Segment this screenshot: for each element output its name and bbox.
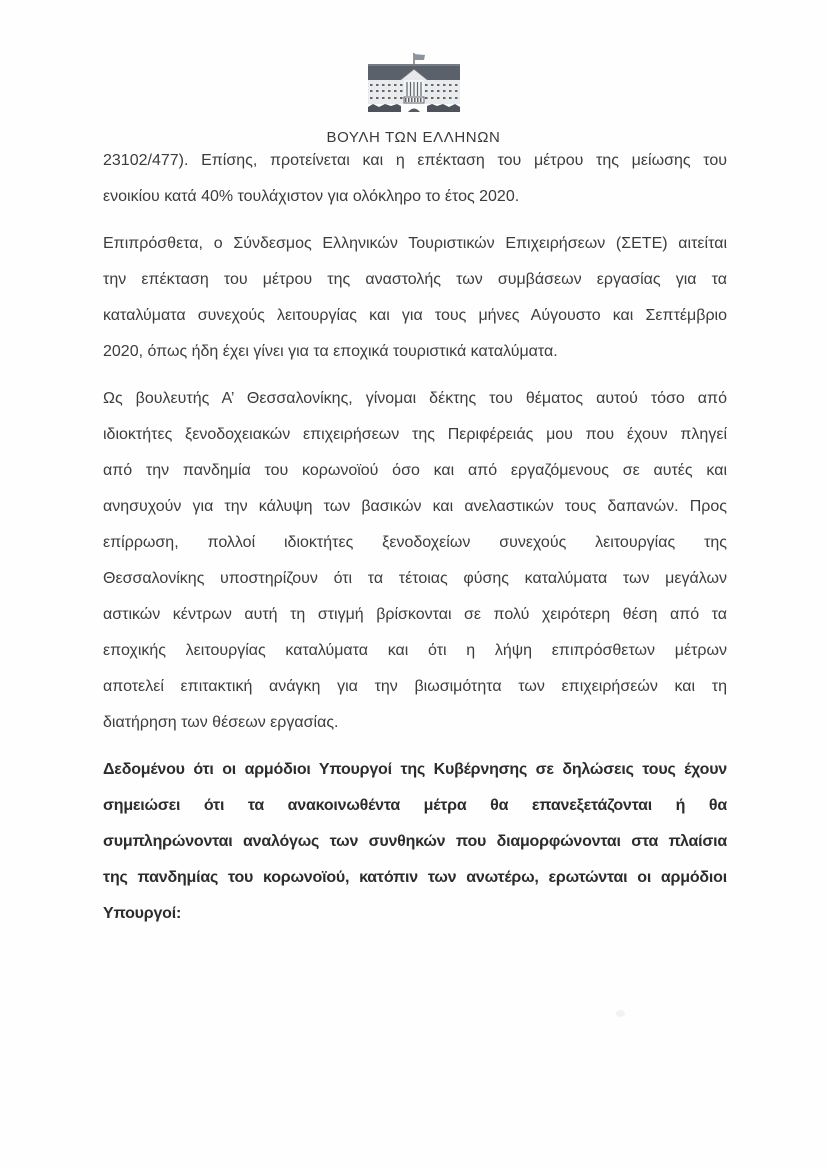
- text-line: Δεδομένου ότι οι αρμόδιοι Υπουργοί της Κυβέρνησης σε δηλώσεις τους έχουν: [103, 761, 727, 778]
- paragraph: [103, 381, 727, 741]
- text-line: Θεσσαλονίκης υποστηρίζουν ότι τα τέτοιας φύσης καταλύματα των μεγάλων: [103, 570, 727, 587]
- text-line: Επιπρόσθετα, ο Σύνδεσμος Ελληνικών Τουριστικών Επιχειρήσεων (ΣΕΤΕ) αιτείται: [103, 235, 727, 252]
- text-line: την επέκταση του μέτρου της αναστολής των συμβάσεων εργασίας για τα: [103, 271, 727, 288]
- text-line: από την πανδημία του κορωνοϊού όσο και από εργαζόμενους σε αυτές και: [103, 462, 727, 479]
- text-line: 2020, όπως ήδη έχει γίνει για τα εποχικά τουριστικά καταλύματα.: [103, 343, 558, 360]
- text-line: ιδιοκτήτες ξενοδοχειακών επιχειρήσεων της Περιφέρειάς μου που έχουν πληγεί: [103, 426, 727, 443]
- text-line: ενοικίου κατά 40% τουλάχιστον για ολόκληρο το έτος 2020.: [103, 188, 520, 205]
- hellenic-parliament-building-icon: [366, 52, 462, 114]
- text-line: της πανδημίας του κορωνοϊού, κατόπιν των ανωτέρω, ερωτώνται οι αρμόδιοι: [103, 869, 727, 886]
- text-line: επίρρωση, πολλοί ιδιοκτήτες ξενοδοχείων συνεχούς λειτουργίας της: [103, 534, 727, 551]
- paragraph: [103, 752, 727, 932]
- paragraph: [103, 226, 727, 370]
- scan-smudge: [616, 1010, 625, 1017]
- text-line: αστικών κέντρων αυτή τη στιγμή βρίσκονται σε πολύ χειρότερη θέση από τα: [103, 606, 727, 623]
- text-line: 23102/477). Επίσης, προτείνεται και η επέκταση του μέτρου της μείωσης του: [103, 152, 727, 169]
- text-line: συμπληρώνονται αναλόγως των συνθηκών που διαμορφώνονται στα πλαίσια: [103, 833, 727, 850]
- text-line: καταλύματα συνεχούς λειτουργίας και για τους μήνες Αύγουστο και Σεπτέμβριο: [103, 307, 727, 324]
- paragraph: [103, 143, 727, 215]
- text-line: διατήρηση των θέσεων εργασίας.: [103, 714, 339, 731]
- text-line: ανησυχούν για την κάλυψη των βασικών και ανελαστικών τους δαπανών. Προς: [103, 498, 727, 515]
- text-line: εποχικής λειτουργίας καταλύματα και ότι η λήψη επιπρόσθετων μέτρων: [103, 642, 727, 659]
- org-name: ΒΟΥΛΗ ΤΩΝ ΕΛΛΗΝΩΝ: [326, 129, 501, 146]
- text-line: αποτελεί επιτακτική ανάγκη για την βιωσιμότητα των επιχειρήσεών και τη: [103, 678, 727, 695]
- text-line: σημειώσει ότι τα ανακοινωθέντα μέτρα θα επανεξετάζονται ή θα: [103, 797, 727, 814]
- document-body: [103, 143, 727, 943]
- text-line: Ως βουλευτής Α’ Θεσσαλονίκης, γίνομαι δέκτης του θέματος αυτού τόσο από: [103, 390, 727, 407]
- text-line: Υπουργοί:: [103, 905, 182, 922]
